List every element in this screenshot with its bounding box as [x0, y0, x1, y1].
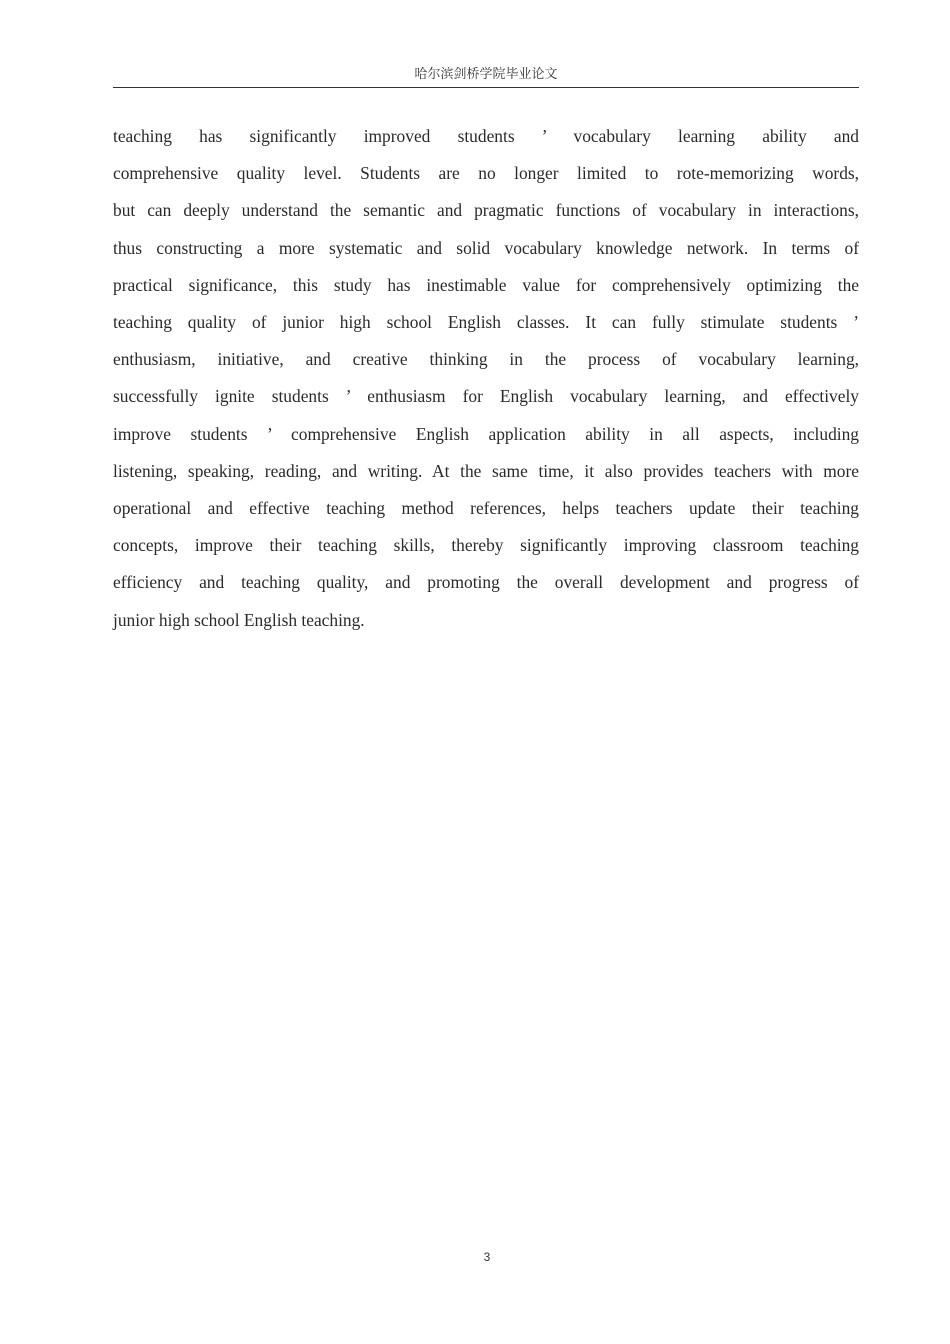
- paragraph-line: junior high school English teaching.: [113, 609, 365, 630]
- body-paragraph: [113, 118, 859, 639]
- paragraph-line: improve students ’ comprehensive English application ability in all aspects, including: [113, 423, 859, 444]
- paragraph-line: concepts, improve their teaching skills, thereby significantly improving classroom teaching: [113, 535, 859, 556]
- page-number: 3: [483, 1250, 491, 1264]
- paragraph-line: listening, speaking, reading, and writing. At the same time, it also provides teachers with more: [113, 460, 859, 481]
- running-header: 哈尔滨剑桥学院毕业论文: [414, 67, 558, 82]
- paragraph-line: enthusiasm, initiative, and creative thinking in the process of vocabulary learning,: [113, 349, 859, 370]
- paragraph-line: thus constructing a more systematic and solid vocabulary knowledge network. In terms of: [113, 237, 859, 258]
- paragraph-line: operational and effective teaching method references, helps teachers update their teaching: [113, 498, 859, 519]
- paragraph-line: comprehensive quality level. Students are no longer limited to rote-memorizing words,: [113, 163, 859, 184]
- paragraph-line: successfully ignite students ’ enthusiasm for English vocabulary learning, and effectively: [113, 386, 859, 407]
- paragraph-line: practical significance, this study has inestimable value for comprehensively optimizing the: [113, 274, 859, 295]
- paragraph-line: teaching quality of junior high school English classes. It can fully stimulate students ’: [113, 312, 859, 333]
- paragraph-line: teaching has significantly improved students ’ vocabulary learning ability and: [113, 126, 859, 146]
- paragraph-line: but can deeply understand the semantic and pragmatic functions of vocabulary in interactions,: [113, 200, 859, 221]
- header-divider: [113, 87, 859, 88]
- paragraph-line: efficiency and teaching quality, and promoting the overall development and progress of: [113, 572, 859, 593]
